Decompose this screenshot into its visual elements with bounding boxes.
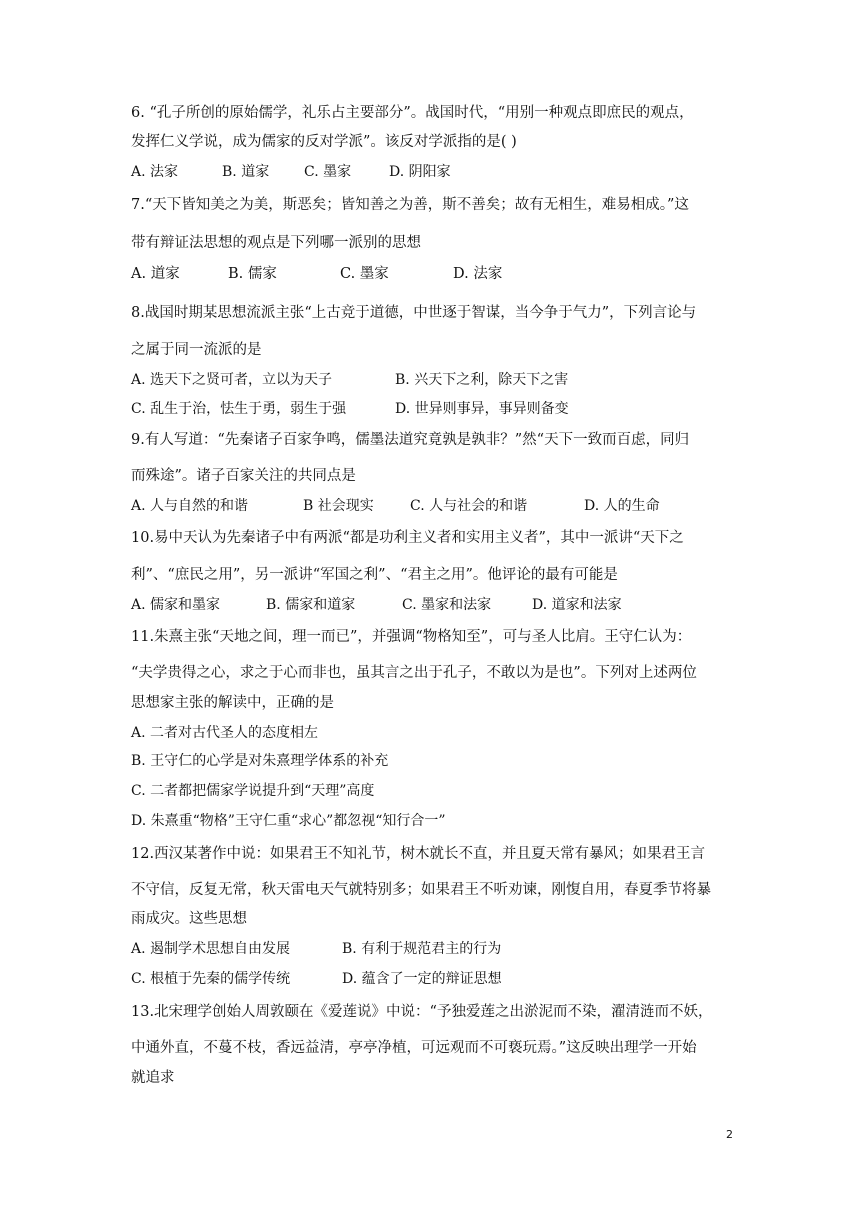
question-11-line-2: “夫学贵得之心，求之于心而非也，虽其言之出于孔子，不敢以为是也”。下列对上述两位	[131, 665, 697, 681]
question-10-option-b: B. 儒家和道家	[266, 597, 356, 613]
question-6-option-d: D. 阴阳家	[389, 164, 451, 180]
question-12-option-b: B. 有利于规范君主的行为	[342, 941, 502, 957]
question-11-option-c: C. 二者都把儒家学说提升到“天理”高度	[131, 783, 375, 799]
question-8-option-b: B. 兴天下之利，除天下之害	[395, 372, 569, 388]
question-13-line-1: 13.北宋理学创始人周敦颐在《爱莲说》中说：“予独爱莲之出淤泥而不染，濯清涟而不妖，	[131, 1004, 713, 1020]
question-13-line-3: 就追求	[131, 1070, 175, 1086]
question-9-option-c: C. 人与社会的和谐	[410, 498, 528, 514]
question-12-option-c: C. 根植于先秦的儒学传统	[131, 971, 291, 987]
question-6-option-a: A. 法家	[131, 164, 179, 180]
question-7-line-2: 带有辩证法思想的观点是下列哪一派别的思想	[131, 235, 421, 251]
question-12-line-1: 12.西汉某著作中说：如果君王不知礼节，树木就长不直，并且夏天常有暴风；如果君王言	[131, 846, 706, 862]
question-10-option-a: A. 儒家和墨家	[131, 597, 221, 613]
question-8-option-c: C. 乱生于治，怯生于勇，弱生于强	[131, 401, 347, 417]
question-7-option-c: C. 墨家	[340, 266, 389, 282]
question-6-option-c: C. 墨家	[304, 164, 352, 180]
question-12-option-a: A. 遏制学术思想自由发展	[131, 941, 291, 957]
question-6-option-b: B. 道家	[222, 164, 270, 180]
question-12-option-d: D. 蕴含了一定的辩证思想	[342, 971, 502, 987]
question-10-line-2: 利”、“庶民之用”，另一派讲“军国之利”、“君主之用”。他评论的最有可能是	[131, 567, 618, 583]
question-6-line-1: 6. “孔子所创的原始儒学，礼乐占主要部分”。战国时代，“用别一种观点即庶民的观点，	[131, 105, 694, 121]
question-8-line-2: 之属于同一流派的是	[131, 342, 262, 358]
question-13-line-2: 中通外直，不蔓不枝，香远益清，亭亭净植，可远观而不可亵玩焉。”这反映出理学一开始	[131, 1040, 697, 1056]
question-8-option-a: A. 选天下之贤可者，立以为天子	[131, 372, 333, 388]
question-9-option-a: A. 人与自然的和谐	[131, 498, 249, 514]
question-9-option-d: D. 人的生命	[584, 498, 660, 514]
question-9-option-b: B 社会现实	[303, 498, 374, 514]
page-number: 2	[726, 1128, 733, 1141]
question-10-option-d: D. 道家和法家	[532, 597, 622, 613]
question-8-line-1: 8.战国时期某思想流派主张“上古竞于道德，中世逐于智谋，当今争于气力”，下列言论与	[131, 305, 697, 321]
question-7-option-b: B. 儒家	[228, 266, 277, 282]
question-12-line-3: 雨成灾。这些思想	[131, 911, 247, 927]
question-7-option-a: A. 道家	[131, 266, 180, 282]
question-9-line-1: 9.有人写道：“先秦诸子百家争鸣，儒墨法道究竟孰是孰非？”然“天下一致而百虑，同归	[131, 432, 690, 448]
question-8-option-d: D. 世异则事异，事异则备变	[395, 401, 569, 417]
question-9-line-2: 而殊途”。诸子百家关注的共同点是	[131, 468, 356, 484]
question-12-line-2: 不守信，反复无常，秋天雷电天气就特别多；如果君王不听劝谏，刚愎自用，春夏季节将暴	[131, 882, 711, 898]
question-7-option-d: D. 法家	[453, 266, 503, 282]
question-6-line-2: 发挥仁义学说，成为儒家的反对学派”。该反对学派指的是( )	[131, 134, 517, 150]
question-11-line-3: 思想家主张的解读中，正确的是	[131, 695, 334, 711]
question-11-line-1: 11.朱熹主张“天地之间，理一而已”，并强调“物格知至”，可与圣人比肩。王守仁认为：	[131, 629, 692, 645]
question-10-option-c: C. 墨家和法家	[402, 597, 492, 613]
question-7-line-1: 7.“天下皆知美之为美，斯恶矣；皆知善之为善，斯不善矣；故有无相生，难易相成。”这	[131, 197, 689, 213]
question-11-option-d: D. 朱熹重“物格”王守仁重“求心”都忽视“知行合一”	[131, 813, 446, 829]
question-10-line-1: 10.易中天认为先秦诸子中有两派“都是功利主义者和实用主义者”，其中一派讲“天下之	[131, 530, 684, 546]
question-11-option-a: A. 二者对古代圣人的态度相左	[131, 725, 319, 741]
question-11-option-b: B. 王守仁的心学是对朱熹理学体系的补充	[131, 753, 389, 769]
